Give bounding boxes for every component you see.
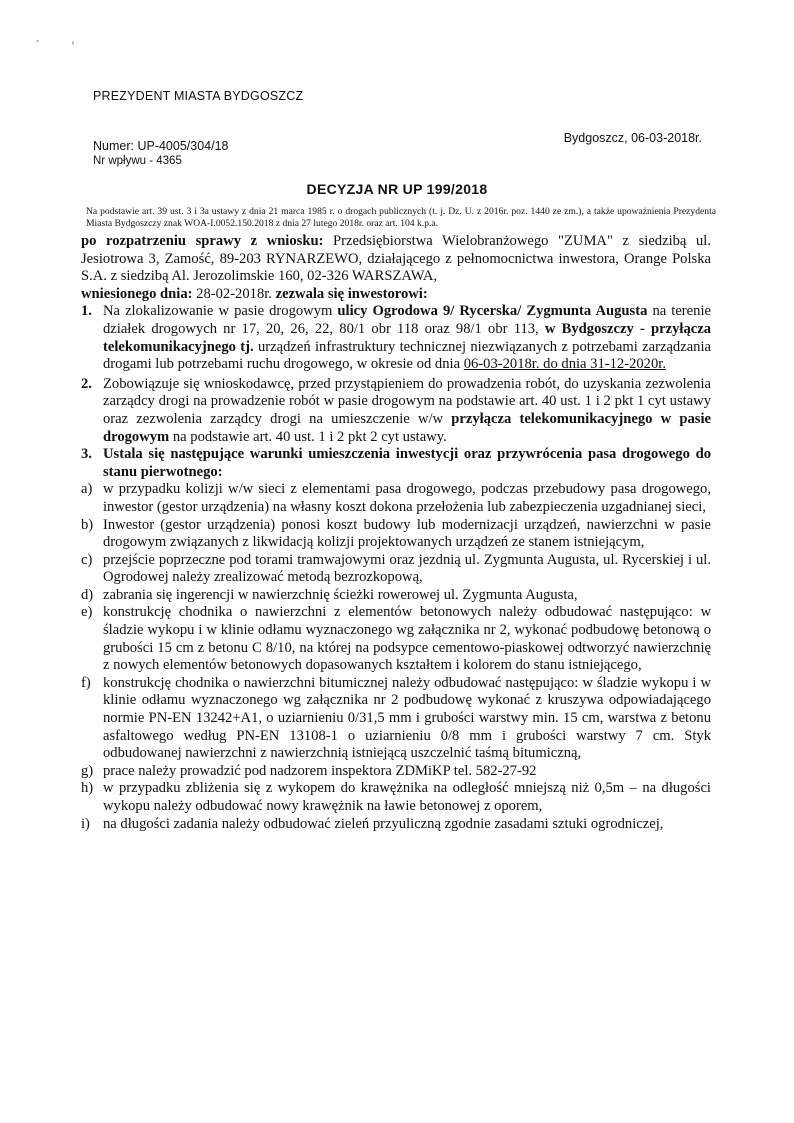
point-3 [81, 446, 711, 481]
condition-d [81, 587, 711, 605]
document-date: Bydgoszcz, 06-03-2018r. [563, 131, 702, 145]
point-bold: ulicy Ogrodowa 9/ Rycerska/ Zygmunta Augusta [337, 303, 648, 320]
point-bold: przyłącza telekomunikacyjnego w pasie drogowym [103, 410, 711, 445]
condition-f [81, 675, 711, 763]
filed-date: 28-02-2018r. [192, 285, 276, 302]
receipt-number: Nr wpływu - 4365 [93, 155, 182, 167]
point-number: 3. [81, 446, 92, 463]
grant-clause: zezwala się inwestorowi: [275, 285, 428, 302]
point-1 [81, 303, 711, 373]
condition-h [81, 780, 711, 815]
condition-mark: e) [81, 604, 93, 621]
point-number: 1. [81, 303, 92, 320]
condition-i [81, 816, 711, 834]
condition-text: na długości zadania należy odbudować zieleń przyuliczną zgodnie zasadami sztuki ogrodniczej, [103, 815, 664, 832]
case-number: Numer: UP-4005/304/18 [93, 139, 229, 153]
point-text: Na zlokalizowanie w pasie drogowym [103, 303, 338, 320]
point-text: Zobowiązuje się wnioskodawcę, przed przystąpieniem do prowadzenia robót, do uzyskania zezwolenia zarządcy drogi na prowadzenie robót w pasie drogowym na podstawie art. 40 ust. 1 i 2 pkt 1 cyt ustawy oraz zezwolenia zarządcy drogi na umieszczenie w/w [103, 375, 711, 427]
point-number: 2. [81, 375, 92, 392]
condition-a [81, 481, 711, 516]
condition-text: Inwestor (gestor urządzenia) ponosi koszt budowy lub modernizacji urządzeń, nawierzchni w pasie drogowym związanych z likwidacją kolizji projektowanych urządzeń ze stanem istniejącym, [103, 516, 711, 551]
point-text: na terenie działek drogowych nr 17, 20, 26, 22, 80/1 obr 118 oraz 98/1 obr 113, [103, 303, 711, 337]
condition-text: konstrukcję chodnika o nawierzchni z elementów betonowych należy odbudować następująco: w śladzie wykopu i w klinie odłamu wyznaczonego wg załącznika nr 2, wykonać podbudowę betonową o grubości 15 cm z betonu C 8/10, na której na podsypce cementowo-piaskowej odtworzyć nawierzchnię z nowych elementów betonowych dopasowanych kształtem i kolorem do stanu istniejącego, [103, 604, 711, 674]
condition-e [81, 604, 711, 674]
condition-c [81, 552, 711, 587]
legal-basis: Na podstawie art. 39 ust. 3 i 3a ustawy z dnia 21 marca 1985 r. o drogach publicznych (t. j. Dz. U. z 2016r. poz. 1440 ze zm.), a także upoważnienia Prezydenta Miasta Bydgoszczy znak WOA-I.0052.150.2018 z dnia 27 lutego 2018r. oraz art. 104 k.p.a. [86, 206, 716, 229]
condition-text: prace należy prowadzić pod nadzorem inspektora ZDMiKP tel. 582-27-92 [103, 762, 537, 779]
condition-g [81, 763, 711, 781]
condition-text: w przypadku kolizji w/w sieci z elementami pasa drogowego, podczas przebudowy pasa drogowego, inwestor (gestor urządzenia) na własny koszt dokona przełożenia lub zabezpieczenia uzgadnianej sieci, [103, 481, 711, 515]
scan-speck [72, 41, 74, 45]
intro-lead: po rozpatrzeniu sprawy z wniosku: [81, 233, 324, 249]
validity-period: 06-03-2018r. do dnia 31-12-2020r. [463, 356, 666, 373]
point-2 [81, 376, 711, 446]
point-text: urządzeń infrastruktury technicznej niezwiązanych z potrzebami zarządzania drogami lub potrzebami ruchu drogowego, w okresie od dnia [103, 338, 711, 373]
point-bold: Ustala się następujące warunki umieszczenia inwestycji oraz przywrócenia pasa drogowego do stanu pierwotnego: [103, 446, 711, 480]
condition-mark: b) [81, 516, 94, 533]
filed-label: wniesionego dnia: [81, 285, 193, 302]
condition-text: w przypadku zbliżenia się z wykopem do krawężnika na odległość mniejszą niż 0,5m – na długości wykopu należy odbudować nowy krawężnik na ławie betonowej z oporem, [103, 780, 711, 814]
issuing-authority: PREZYDENT MIASTA BYDGOSZCZ [93, 89, 304, 103]
condition-mark: f) [81, 674, 91, 691]
point-bold: w Bydgoszczy - przyłącza telekomunikacyjnego tj. [103, 320, 711, 355]
point-text: na podstawie art. 40 ust. 1 i 2 pkt 2 cyt ustawy. [169, 428, 447, 445]
condition-mark: a) [81, 481, 93, 498]
condition-text: zabrania się ingerencji w nawierzchnię ścieżki rowerowej ul. Zygmunta Augusta, [103, 586, 578, 603]
condition-text: konstrukcję chodnika o nawierzchni bitumicznej należy odbudować następująco: w śladzie wykopu i w klinie odłamu wyznaczonego wg załącznika nr 2 podbudowę wykonać z kruszywa odpowiadającego normie PN-EN 13242+A1, o uziarnieniu 0/31,5 mm i grubości warstwy min. 15 cm, warstwa z betonu asfaltowego według PN-EN 13108-1 o uziarnieniu 0/8 mm i grubości warstwy 7 cm. Styk odbudowanej nawierzchni z nawierzchnią istniejącą uszczelnić taśmą bitumiczną, [103, 674, 711, 762]
intro-paragraph [81, 233, 711, 303]
decision-title: DECYZJA NR UP 199/2018 [306, 181, 488, 197]
condition-mark: g) [81, 762, 94, 779]
condition-mark: d) [81, 586, 94, 603]
condition-mark: i) [81, 815, 90, 832]
intro-text: Przedsiębiorstwa Wielobranżowego "ZUMA" z siedzibą ul. Jesiotrowa 3, Zamość, 89-203 RYNARZEWO, działającego z pełnomocnictwa inwestora, Orange Polska S.A. z siedzibą Al. Jerozolimskie 160, 02-326 WARSZAWA, [81, 233, 711, 285]
condition-mark: h) [81, 780, 94, 797]
condition-b [81, 517, 711, 552]
decision-body [81, 233, 711, 833]
scan-speck [36, 40, 39, 42]
condition-mark: c) [81, 551, 93, 568]
condition-text: przejście poprzeczne pod torami tramwajowymi oraz jezdnią ul. Zygmunta Augusta, ul. Rycerskiej i ul. Ogrodowej należy zrealizować metodą bezrozkopową, [103, 551, 711, 586]
